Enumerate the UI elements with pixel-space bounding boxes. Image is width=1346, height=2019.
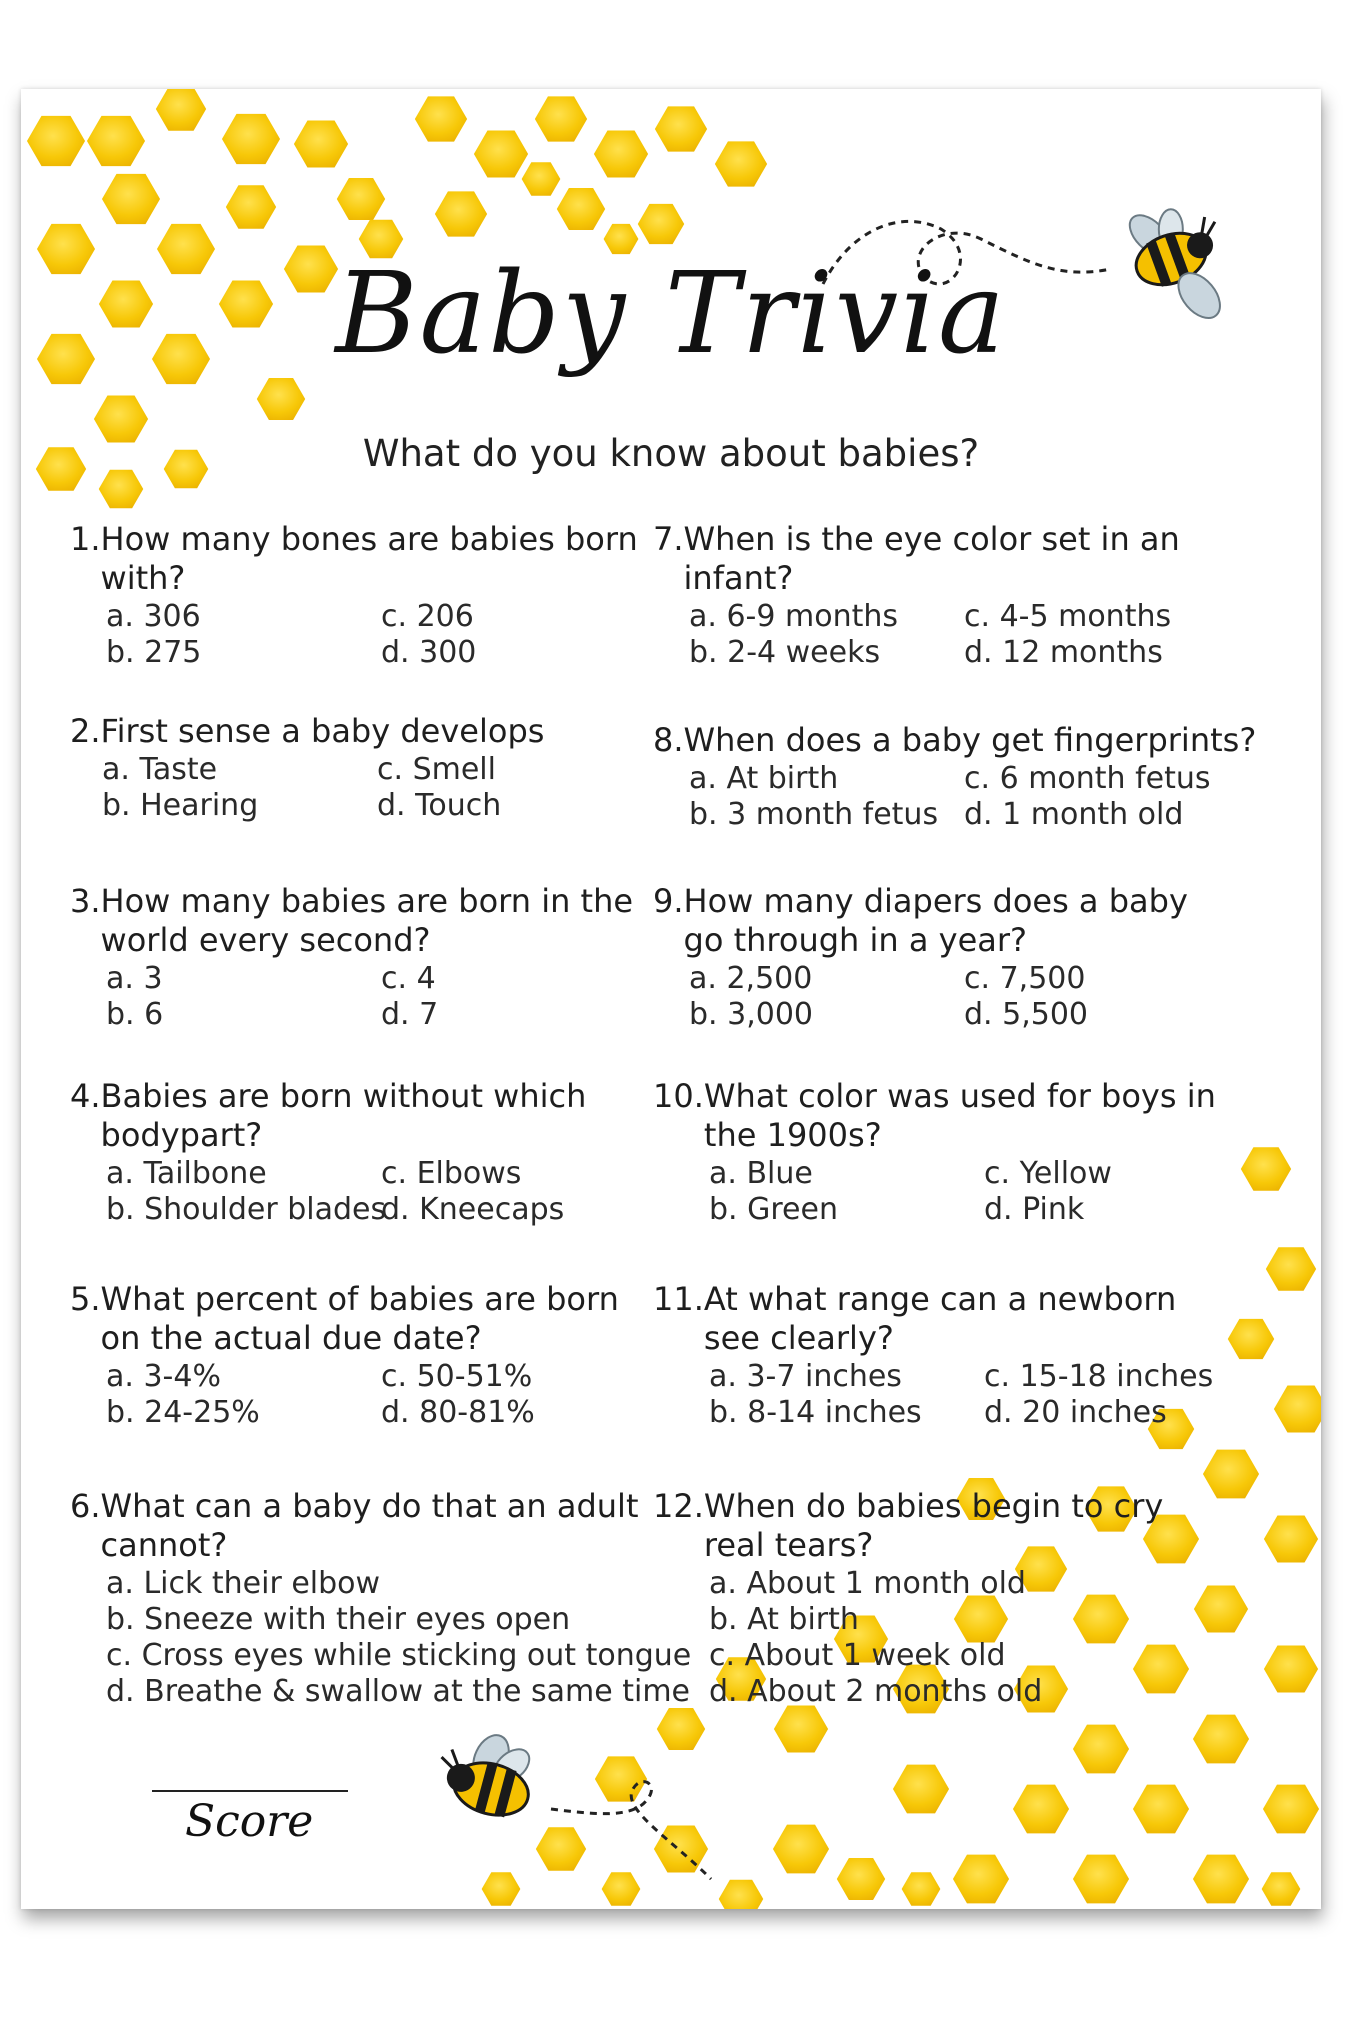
score-label: Score (185, 1796, 314, 1847)
answer-option: a. 2,500 (689, 961, 813, 996)
answer-option: a. 3-7 inches (709, 1359, 902, 1394)
answer-option: b. Hearing (102, 788, 259, 823)
answer-option: b. 3,000 (689, 997, 813, 1032)
answer-option: b. Shoulder blades (106, 1192, 387, 1227)
answer-option: a. 3 (106, 961, 163, 996)
answer-option: b. 24-25% (106, 1395, 260, 1430)
answer-option: a. 3-4% (106, 1359, 221, 1394)
answer-option: d. 80-81% (381, 1395, 535, 1430)
question-7: 7. When is the eye color set in an infant? a. 6-9 months c. 4-5 months b. 2-4 weeks d. 12 months (653, 520, 1223, 671)
answer-option: b. 6 (106, 997, 164, 1032)
score-line[interactable] (152, 1790, 348, 1792)
question-9: 9. How many diapers does a baby go through in a year? a. 2,500 c. 7,500 b. 3,000 d. 5,500 (653, 882, 1223, 1033)
answer-option: c. 50-51% (381, 1359, 533, 1394)
answer-option: a. 306 (106, 599, 201, 634)
question-11: 11. At what range can a newborn see clearly? a. 3-7 inches c. 15-18 inches b. 8-14 inches d. 20 inches (653, 1280, 1223, 1431)
page-title: Baby Trivia (335, 249, 1007, 379)
answer-option: d. Breathe & swallow at the same time (106, 1674, 691, 1709)
answer-option: b. 8-14 inches (709, 1395, 922, 1430)
answer-option: c. 4 (381, 961, 436, 996)
answer-option: d. 7 (381, 997, 439, 1032)
answer-option: a. Tailbone (106, 1156, 267, 1191)
answer-option: a. Lick their elbow (106, 1566, 381, 1601)
answer-option: c. 7,500 (964, 961, 1086, 996)
answer-option: c. Elbows (381, 1156, 522, 1191)
answer-option: c. 4-5 months (964, 599, 1172, 634)
question-10: 10. What color was used for boys in the 1900s? a. Blue c. Yellow b. Green d. Pink (653, 1077, 1223, 1228)
page-subtitle: What do you know about babies? (362, 432, 980, 475)
answer-option: b. 2-4 weeks (689, 635, 881, 670)
answer-option: c. 15-18 inches (984, 1359, 1214, 1394)
question-12: 12. When do babies begin to cry real tears? a. About 1 month old b. At birth c. About 1 week old d. About 2 months old (653, 1487, 1223, 1710)
question-8: 8. When does a baby get fingerprints? a. At birth c. 6 month fetus b. 3 month fetus d. 1 month old (653, 721, 1257, 832)
question-3: 3. How many babies are born in the world every second? a. 3 c. 4 b. 6 d. 7 (70, 882, 640, 1033)
answer-option: b. At birth (709, 1602, 859, 1637)
answer-option: a. 6-9 months (689, 599, 898, 634)
answer-option: d. 12 months (964, 635, 1163, 670)
answer-option: c. Yellow (984, 1156, 1112, 1191)
answer-option: d. About 2 months old (709, 1674, 1043, 1709)
answer-option: d. Touch (377, 788, 502, 823)
answer-option: c. Cross eyes while sticking out tongue (106, 1638, 692, 1673)
answer-option: a. Blue (709, 1156, 813, 1191)
trivia-card (21, 89, 1321, 1909)
answer-option: b. 3 month fetus (689, 797, 939, 832)
answer-option: c. Smell (377, 752, 496, 787)
answer-option: b. Sneeze with their eyes open (106, 1602, 571, 1637)
answer-option: c. 6 month fetus (964, 761, 1211, 796)
answer-option: d. 300 (381, 635, 477, 670)
question-5: 5. What percent of babies are born on the actual due date? a. 3-4% c. 50-51% b. 24-25% d. 80-81% (70, 1280, 640, 1431)
answer-option: a. About 1 month old (709, 1566, 1026, 1601)
question-1: 1. How many bones are babies born with? a. 306 c. 206 b. 275 d. 300 (70, 520, 640, 671)
question-6: 6. What can a baby do that an adult cannot? a. Lick their elbow b. Sneeze with their eyes open c. Cross eyes while sticking out tongue d. Breathe & swallow at the same time (70, 1487, 692, 1709)
answer-option: b. 275 (106, 635, 202, 670)
answer-option: c. 206 (381, 599, 474, 634)
answer-option: b. Green (709, 1192, 838, 1227)
answer-option: d. Pink (984, 1192, 1085, 1227)
answer-option: d. 1 month old (964, 797, 1184, 832)
question-4: 4. Babies are born without which bodypart? a. Tailbone c. Elbows b. Shoulder blades d. Kneecaps (70, 1077, 640, 1228)
answer-option: c. About 1 week old (709, 1638, 1006, 1673)
bee-icon (430, 1720, 542, 1823)
answer-option: d. 20 inches (984, 1395, 1167, 1430)
answer-option: a. Taste (102, 752, 218, 787)
question-2: 2. First sense a baby develops a. Taste c. Smell b. Hearing d. Touch (70, 712, 640, 824)
answer-option: d. 5,500 (964, 997, 1088, 1032)
answer-option: a. At birth (689, 761, 839, 796)
answer-option: d. Kneecaps (381, 1192, 565, 1227)
